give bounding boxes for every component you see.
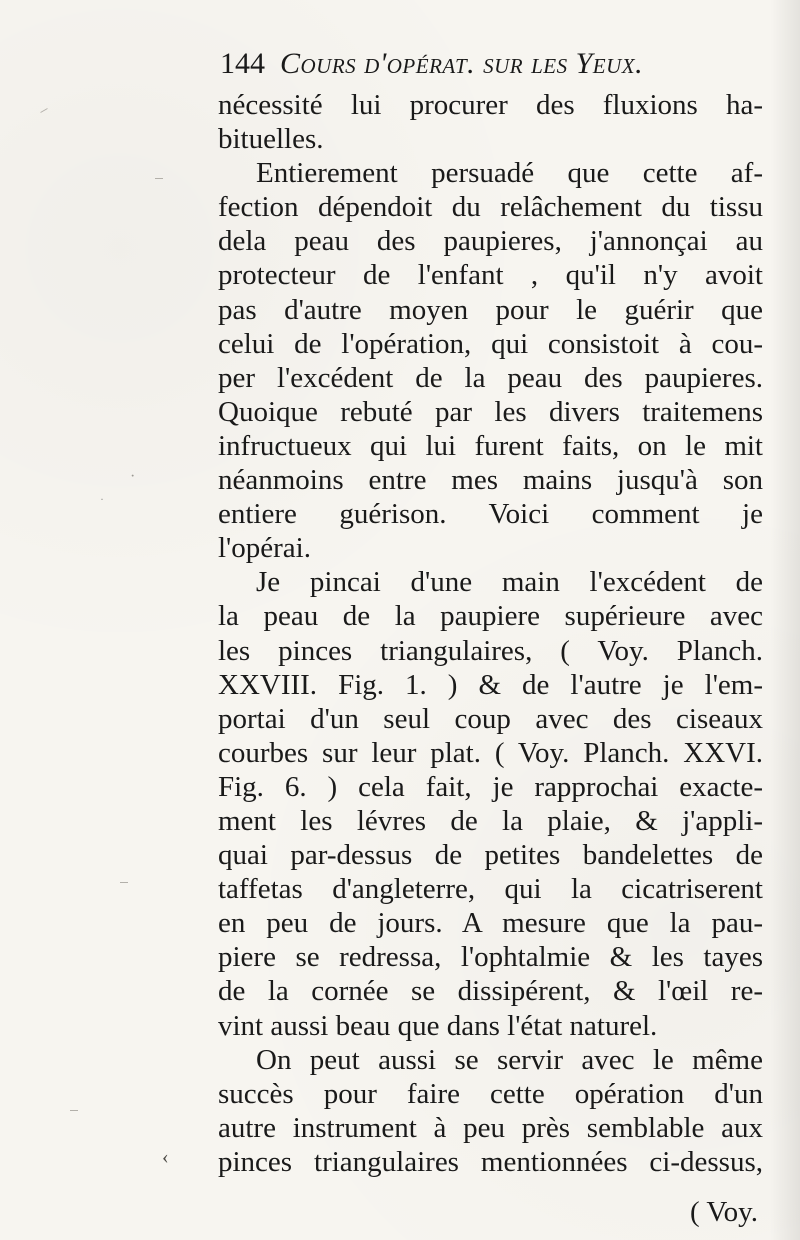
paper-speck <box>40 108 47 113</box>
text-line: dela peau des paupieres, j'annonçai au <box>218 225 763 258</box>
text-line: de la cornée se dissipérent, & l'œil re- <box>218 975 763 1008</box>
page-header <box>220 40 765 88</box>
text-line: les pinces triangulaires, ( Voy. Planch. <box>218 634 763 667</box>
text-line: succès pour faire cette opération d'un <box>218 1077 763 1110</box>
text-line: bituelles. <box>218 123 324 156</box>
text-line: Je pincai d'une main l'excédent de <box>256 566 763 599</box>
text-line: quai par-dessus de petites bandelettes de <box>218 839 763 872</box>
faded-margin-mark: · <box>130 468 136 485</box>
text-line: entiere guérison. Voici comment je <box>218 498 763 531</box>
page-number: 144 <box>220 47 265 80</box>
text-line: Entierement persuadé que cette af- <box>256 157 763 190</box>
text-line: pinces triangulaires mentionnées ci-dessus, <box>218 1145 763 1178</box>
text-line: portai d'un seul coup avec des ciseaux <box>218 702 763 735</box>
text-line: fection dépendoit du relâchement du tissu <box>218 191 763 224</box>
text-line: courbes sur leur plat. ( Voy. Planch. XXVI. <box>218 736 763 769</box>
text-line: la peau de la paupiere supérieure avec <box>218 600 763 633</box>
text-line: pas d'autre moyen pour le guérir que <box>218 293 763 326</box>
catchword: ( Voy. <box>690 1196 758 1228</box>
text-line: per l'excédent de la peau des paupieres. <box>218 361 763 394</box>
body-text <box>218 88 763 1179</box>
text-line: taffetas d'angleterre, qui la cicatriserent <box>218 873 763 906</box>
text-line: piere se redressa, l'ophtalmie & les tayes <box>218 941 763 974</box>
text-line: l'opérai. <box>218 532 311 565</box>
text-line: vint aussi beau que dans l'état naturel. <box>218 1009 658 1042</box>
running-title: Cours d'opérat. sur les Yeux. <box>280 47 644 80</box>
paper-speck <box>120 882 128 883</box>
paper-speck <box>70 1110 78 1111</box>
text-line: en peu de jours. A mesure que la pau- <box>218 907 763 940</box>
faded-margin-mark: · <box>100 492 104 506</box>
text-line: XXVIII. Fig. 1. ) & de l'autre je l'em- <box>218 668 763 701</box>
text-line: celui de l'opération, qui consistoit à cou- <box>218 327 763 360</box>
page-edge-shadow <box>770 0 800 1240</box>
text-line: nécessité lui procurer des fluxions ha- <box>218 89 763 121</box>
text-line: autre instrument à peu près semblable aux <box>218 1111 763 1144</box>
paper-speck <box>155 178 163 179</box>
text-line: protecteur de l'enfant , qu'il n'y avoit <box>218 259 763 292</box>
stray-ink-mark: ‹ <box>162 1146 169 1168</box>
text-line: On peut aussi se servir avec le même <box>256 1043 763 1076</box>
text-line: Fig. 6. ) cela fait, je rapprochai exacte- <box>218 770 763 803</box>
text-line: Quoique rebuté par les divers traitemens <box>218 395 763 428</box>
text-line: infructueux qui lui furent faits, on le mit <box>218 429 763 462</box>
text-line: néanmoins entre mes mains jusqu'à son <box>218 464 763 497</box>
text-line: ment les lévres de la plaie, & j'appli- <box>218 804 763 837</box>
